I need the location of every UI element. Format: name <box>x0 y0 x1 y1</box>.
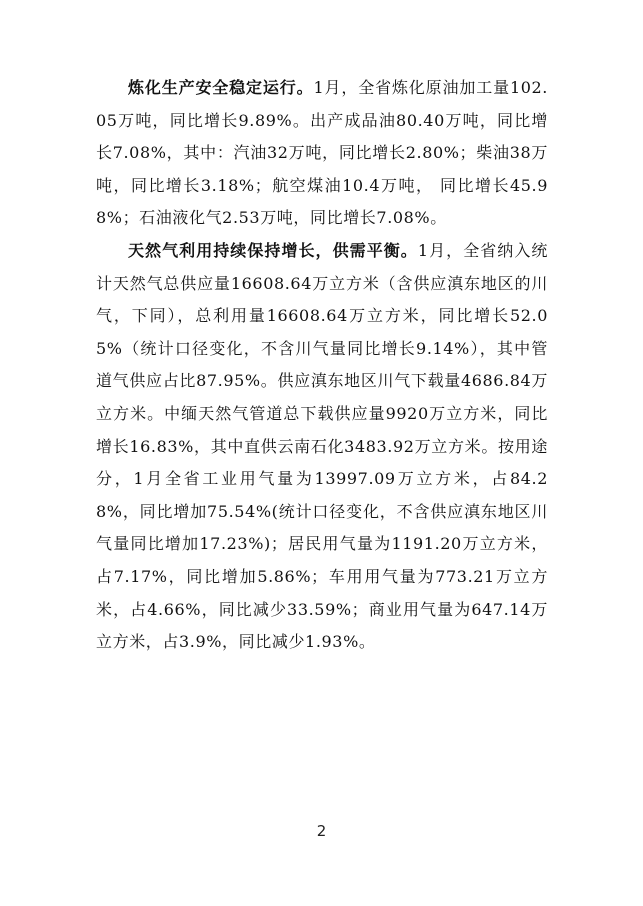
page-number: 2 <box>316 822 327 840</box>
paragraph-heading-natural-gas: 天然气利用持续保持增长，供需平衡。 <box>128 240 418 260</box>
paragraph-body-refining: 1月，全省炼化原油加工量102.05万吨，同比增长9.89%。出产成品油80.40万吨，同比增长7.08%，其中：汽油32万吨，同比增长2.80%；柴油38万吨，同比增长3.18%；航空煤油10.4万吨， 同比增长45.98%；石油液化气2.53万吨，同比增长7.08%。 <box>96 78 548 228</box>
paragraph-refining <box>96 72 548 235</box>
paragraph-heading-refining: 炼化生产安全稳定运行。 <box>128 78 314 97</box>
body-text <box>96 72 548 659</box>
paragraph-body-natural-gas: 1月，全省纳入统计天然气总供应量16608.64万立方米（含供应滇东地区的川气，下同），总利用量16608.64万立方米，同比增长52.05%（统计口径变化，不含川气量同比增长9.14%），其中管道气供应占比87.95%。供应滇东地区川气下载量4686.84万立方米。中缅天然气管道总下载供应量9920万立方米，同比增长16.83%，其中直供云南石化3483.92万立方米。按用途分，1月全省工业用气量为13997.09万立方米，占84.28%，同比增加75.54%(统计口径变化，不含供应滇东地区川气量同比增加17.23%)；居民用气量为1191.20万立方米，占7.17%，同比增加5.86%；车用用气量为773.21万立方米，占4.66%，同比减少33.59%；商业用气量为647.14万立方米，占3.9%，同比减少1.93%。 <box>96 240 548 652</box>
paragraph-natural-gas <box>96 235 548 659</box>
